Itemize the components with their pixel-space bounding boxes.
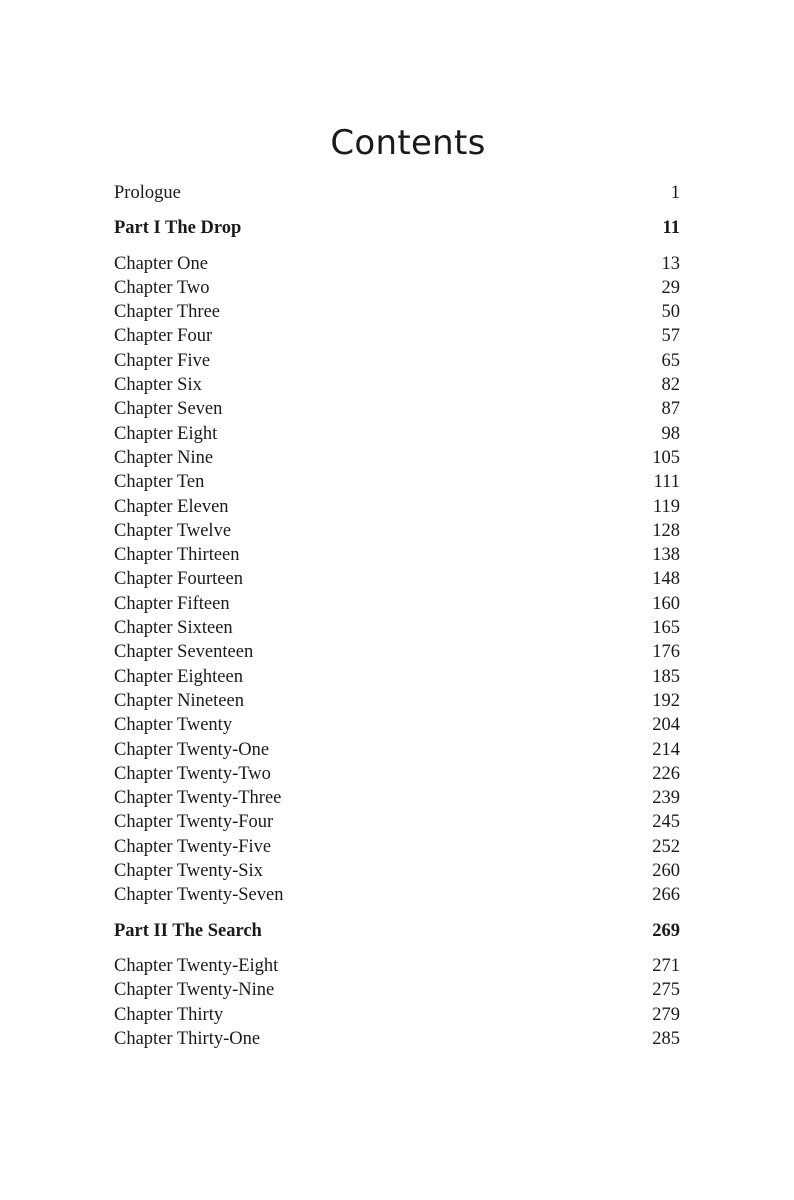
toc-page-number: 226 [652, 763, 680, 784]
toc-part-heading[interactable] [114, 919, 680, 943]
toc-page-number: 29 [661, 277, 680, 298]
toc-entry[interactable] [114, 495, 680, 519]
toc-entry[interactable] [114, 324, 680, 348]
toc-entry[interactable] [114, 954, 680, 978]
toc-entry-title: Chapter Ten [114, 472, 205, 493]
toc-entry[interactable] [114, 567, 680, 591]
toc-entry-title: Chapter Nine [114, 447, 214, 468]
toc-page-number: 165 [652, 618, 680, 639]
toc-entry[interactable] [114, 397, 680, 421]
toc-entry[interactable] [114, 616, 680, 640]
toc-page-number: 275 [652, 980, 680, 1001]
toc-entry-title: Chapter Seven [114, 399, 223, 420]
toc-page-number: 148 [652, 569, 680, 590]
toc-entry-title: Chapter Sixteen [114, 618, 233, 639]
toc-entry[interactable] [114, 300, 680, 324]
toc-entry[interactable] [114, 1003, 680, 1027]
toc-page-number: 57 [661, 326, 680, 347]
toc-page-number: 285 [652, 1028, 680, 1049]
toc-entry[interactable] [114, 592, 680, 616]
toc-page-number: 87 [661, 399, 680, 420]
toc-entry[interactable] [114, 252, 680, 276]
toc-entry[interactable] [114, 543, 680, 567]
toc-page-number: 271 [652, 955, 680, 976]
toc-entry[interactable] [114, 446, 680, 470]
toc-page-number: 98 [661, 423, 680, 444]
toc-entry-title: Part II The Search [114, 920, 262, 941]
toc-entry-title: Chapter Twenty-One [114, 739, 270, 760]
toc-entry[interactable] [114, 1027, 680, 1051]
toc-page-number: 204 [652, 715, 680, 736]
toc-entry-title: Chapter Two [114, 277, 210, 298]
toc-entry[interactable] [114, 276, 680, 300]
toc-entry[interactable] [114, 373, 680, 397]
toc-entry-title: Chapter Thirty-One [114, 1028, 261, 1049]
toc-page-number: 82 [661, 375, 680, 396]
toc-entry[interactable] [114, 181, 680, 205]
toc-page-number: 11 [662, 218, 680, 239]
toc-entry[interactable] [114, 422, 680, 446]
toc-entry-title: Chapter Twenty-Five [114, 836, 272, 857]
page-title: Contents [330, 123, 486, 163]
toc-page-number: 260 [652, 861, 680, 882]
toc-page-number: 185 [652, 666, 680, 687]
toc-entry-title: Chapter Twenty-Six [114, 861, 263, 882]
toc-entry-title: Chapter Twelve [114, 520, 232, 541]
toc-entry-title: Chapter Twenty-Seven [114, 885, 284, 906]
toc-entry-title: Chapter Eight [114, 423, 218, 444]
toc-page-number: 279 [652, 1004, 680, 1025]
toc-part-heading[interactable] [114, 216, 680, 240]
toc-entry[interactable] [114, 519, 680, 543]
toc-entry-title: Chapter Twenty [114, 715, 233, 736]
toc-entry-title: Chapter Nineteen [114, 690, 244, 711]
toc-page-number: 13 [661, 253, 680, 274]
toc-entry[interactable] [114, 978, 680, 1002]
toc-page-number: 111 [653, 472, 680, 493]
toc-page-number: 176 [652, 642, 680, 663]
toc-entry[interactable] [114, 835, 680, 859]
toc-entry[interactable] [114, 786, 680, 810]
toc-page-number: 266 [652, 885, 680, 906]
toc-entry-title: Chapter Twenty-Nine [114, 980, 275, 1001]
toc-page-number: 119 [652, 496, 680, 517]
toc-entry-title: Chapter Thirty [114, 1004, 224, 1025]
toc-page-number: 192 [652, 690, 680, 711]
toc-page-number: 138 [652, 545, 680, 566]
toc-page-number: 214 [652, 739, 680, 760]
toc-entry[interactable] [114, 665, 680, 689]
toc-page-number: 1 [670, 183, 680, 203]
toc-page-number: 105 [652, 447, 680, 468]
toc-entry[interactable] [114, 713, 680, 737]
toc-entry-title: Chapter One [114, 253, 209, 274]
toc-entry-title: Chapter Twenty-Two [114, 763, 271, 784]
toc-entry[interactable] [114, 859, 680, 883]
toc-entry-title: Chapter Fourteen [114, 569, 243, 590]
toc-entry[interactable] [114, 883, 680, 907]
toc-entry-title: Chapter Three [114, 302, 220, 323]
toc-entry-title: Prologue [114, 183, 181, 203]
toc-entry-title: Chapter Twenty-Four [114, 812, 274, 833]
toc-entry[interactable] [114, 738, 680, 762]
toc-page-number: 269 [652, 920, 680, 941]
toc-page-number: 245 [652, 812, 680, 833]
toc-page-number: 160 [652, 593, 680, 614]
toc-entry-title: Chapter Four [114, 326, 213, 347]
toc-entry-title: Chapter Six [114, 375, 202, 396]
toc-entry-title: Chapter Fifteen [114, 593, 230, 614]
toc-page-number: 50 [661, 302, 680, 323]
toc-page-number: 252 [652, 836, 680, 857]
toc-entry[interactable] [114, 349, 680, 373]
table-of-contents [114, 181, 680, 1051]
toc-entry[interactable] [114, 810, 680, 834]
toc-entry[interactable] [114, 640, 680, 664]
toc-entry-title: Part I The Drop [114, 218, 242, 239]
toc-entry[interactable] [114, 470, 680, 494]
toc-entry-title: Chapter Twenty-Three [114, 788, 282, 809]
toc-page-number: 128 [652, 520, 680, 541]
toc-entry-title: Chapter Eleven [114, 496, 229, 517]
toc-entry-title: Chapter Seventeen [114, 642, 254, 663]
toc-page-number: 239 [652, 788, 680, 809]
toc-entry[interactable] [114, 689, 680, 713]
toc-entry[interactable] [114, 762, 680, 786]
toc-page-number: 65 [661, 350, 680, 371]
toc-entry-title: Chapter Five [114, 350, 211, 371]
toc-entry-title: Chapter Eighteen [114, 666, 243, 687]
toc-entry-title: Chapter Twenty-Eight [114, 955, 279, 976]
toc-entry-title: Chapter Thirteen [114, 545, 240, 566]
